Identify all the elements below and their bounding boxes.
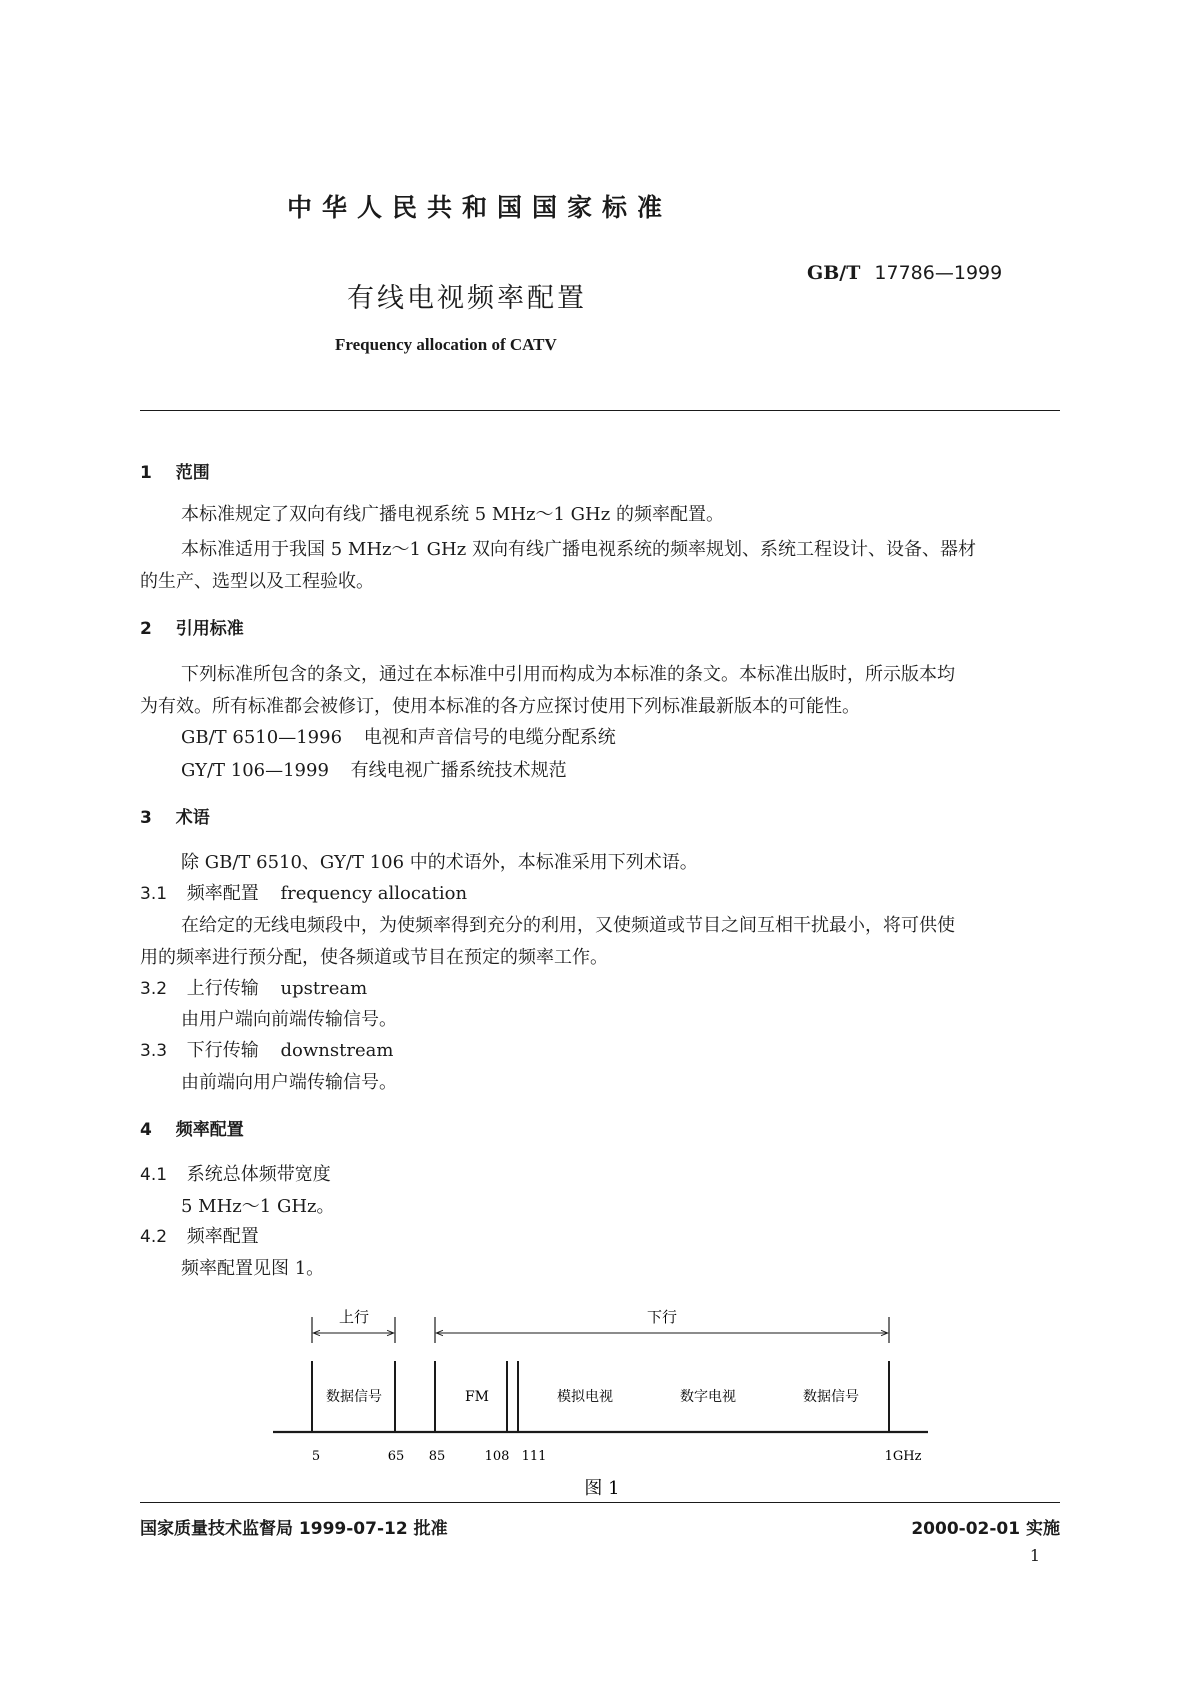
section-3-title: 术语 [175,808,210,828]
tick-label-85: 85 [428,1449,446,1464]
tick-label-111: 111 [521,1449,547,1464]
section-2-title: 引用标准 [175,619,244,639]
section-1-paragraph-1: 本标准规定了双向有线广播电视系统 5 MHz～1 GHz 的频率配置。 [181,504,724,525]
term-3-3-en: downstream [280,1040,394,1061]
section-1-paragraph-2b: 的生产、选型以及工程验收。 [140,571,374,592]
term-3-2-number: 3.2 [140,979,168,999]
section-3-number: 3 [140,808,152,828]
implementation-date: 2000-02-01 实施 [911,1519,1060,1539]
subsection-4-1-number: 4.1 [140,1165,168,1185]
term-3-3-cn: 下行传输 [186,1040,259,1061]
section-1-number: 1 [140,463,152,483]
reference-1-title: 电视和声音信号的电缆分配系统 [363,727,616,748]
reference-1-code: GB/T 6510—1996 [181,727,343,748]
band-downstream-data: 数据信号 [803,1389,859,1405]
section-2-paragraph-1b: 为有效。所有标准都会被修订，使用本标准的各方应探讨使用下列标准最新版本的可能性。 [140,696,860,717]
standard-code-prefix: GB/T [807,262,861,284]
approval-note: 国家质量技术监督局 1999-07-12 批准 [140,1519,448,1539]
term-3-1-heading [140,879,467,905]
subsection-4-2-number: 4.2 [140,1227,168,1247]
upstream-label: 上行 [338,1308,370,1326]
term-3-3-heading [140,1036,393,1062]
reference-1 [181,723,616,749]
reference-2-title: 有线电视广播系统技术规范 [350,760,567,781]
section-4-number: 4 [140,1120,152,1140]
term-3-1-definition-b: 用的频率进行预分配，使各频道或节目在预定的频率工作。 [140,947,608,968]
band-analog-tv: 模拟电视 [557,1389,613,1405]
section-2-number: 2 [140,619,152,639]
section-3-intro: 除 GB/T 6510、GY/T 106 中的术语外，本标准采用下列术语。 [181,852,698,873]
term-3-2-heading [140,974,367,1000]
term-3-3-definition: 由前端向用户端传输信号。 [181,1072,397,1093]
section-4-heading [140,1115,244,1140]
section-3-heading [140,803,210,828]
english-title: Frequency allocation of CATV [335,335,557,354]
section-4-title: 频率配置 [175,1120,244,1140]
page-number: 1 [1029,1546,1040,1565]
band-digital-tv: 数字电视 [680,1389,736,1405]
term-3-1-cn: 频率配置 [186,883,259,904]
section-1-title: 范围 [175,463,210,483]
term-3-2-definition: 由用户端向前端传输信号。 [181,1009,397,1030]
tick-label-5: 5 [311,1449,321,1464]
footer-divider [140,1502,1060,1503]
section-2-heading [140,614,244,639]
term-3-2-cn: 上行传输 [186,978,259,999]
subsection-4-1-text: 5 MHz～1 GHz。 [181,1196,335,1217]
band-fm: FM [464,1389,490,1405]
reference-2 [181,756,567,782]
section-2-paragraph-1a: 下列标准所包含的条文，通过在本标准中引用而构成为本标准的条文。本标准出版时，所示版本均 [181,664,955,685]
standard-code-number: 17786—1999 [874,262,1003,284]
standard-code [807,262,1002,284]
section-1-heading [140,458,210,483]
term-3-3-number: 3.3 [140,1041,168,1061]
term-3-2-en: upstream [280,978,368,999]
term-3-1-en: frequency allocation [280,883,468,904]
tick-label-108: 108 [484,1449,510,1464]
national-standard-heading: 中华人民共和国国家标准 [287,193,673,222]
header-divider [140,410,1060,411]
subsection-4-2-heading [140,1222,259,1248]
tick-label-1ghz: 1GHz [884,1449,922,1464]
downstream-label: 下行 [646,1308,678,1326]
document-title: 有线电视频率配置 [347,283,587,314]
subsection-4-2-title: 频率配置 [186,1226,259,1247]
figure-caption: 图 1 [584,1478,620,1499]
subsection-4-1-title: 系统总体频带宽度 [186,1164,331,1185]
term-3-1-definition-a: 在给定的无线电频段中，为使频率得到充分的利用，又使频道或节目之间互相干扰最小，将可供使 [181,915,955,936]
subsection-4-1-heading [140,1160,331,1186]
section-1-paragraph-2a: 本标准适用于我国 5 MHz～1 GHz 双向有线广播电视系统的频率规划、系统工程设计、设备、器材 [181,539,976,560]
reference-2-code: GY/T 106—1999 [181,760,329,781]
term-3-1-number: 3.1 [140,884,168,904]
tick-label-65: 65 [387,1449,405,1464]
subsection-4-2-text: 频率配置见图 1。 [181,1258,325,1279]
band-upstream-data: 数据信号 [326,1389,382,1405]
